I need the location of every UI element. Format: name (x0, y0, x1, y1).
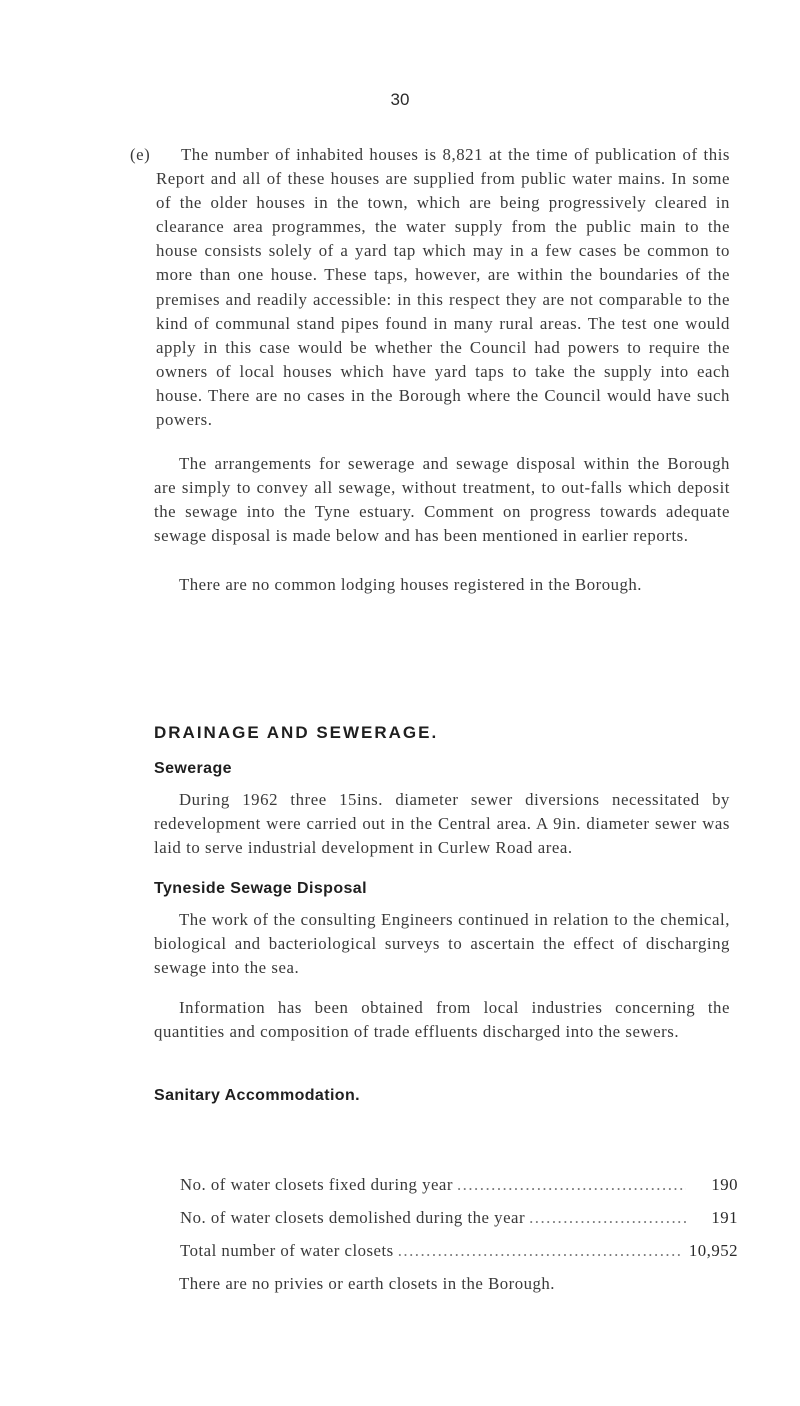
page-number: 30 (390, 90, 410, 109)
heading-drainage-and-sewerage: DRAINAGE AND SEWERAGE. (154, 723, 439, 742)
paragraph-water-supply (130, 143, 730, 432)
paragraph-tyneside-surveys: The work of the consulting Engineers continued in relation to the chemical, biological and bacteriological surveys to ascertain the effect of discharging sewage into the sea. (154, 910, 730, 978)
stat-row-total (180, 1241, 738, 1274)
stat-label: No. of water closets demolished during the year (180, 1208, 526, 1227)
stat-label: Total number of water closets (180, 1241, 394, 1260)
paragraph-sewerage-arrangements: The arrangements for sewerage and sewage disposal within the Borough are simply to convey all sewage, without treatment, to out-falls which deposit the sewage into the Tyne estuary. Comment on progress towards adequate sewage disposal is made below and has been mentioned in earlier reports. (154, 454, 730, 546)
stat-row-fixed (180, 1175, 738, 1208)
heading-tyneside-sewage-disposal: Tyneside Sewage Disposal (154, 880, 367, 897)
paragraph-trade-effluents: Information has been obtained from local industries concerning the quantities and composition of trade effluents discharged into the sewers. (154, 998, 730, 1042)
sanitary-statistics (180, 1175, 738, 1274)
stat-row-demolished (180, 1208, 738, 1241)
paragraph-lodging-houses: There are no common lodging houses registered in the Borough. (179, 575, 642, 594)
heading-sanitary-accommodation: Sanitary Accommodation. (154, 1087, 360, 1104)
dot-leader (529, 1208, 686, 1228)
stat-value: 10,952 (688, 1241, 738, 1260)
paragraph-marker: (e) (130, 145, 151, 164)
paragraph-water-supply-text: The number of inhabited houses is 8,821 at the time of publication of this Report and all of these houses are supplied from public water mains. In some of the older houses in the town, which are being progressively cleared in clearance area programmes, the water supply from the public main to the house consists solely of a yard tap which may in a few cases be common to more than one house. These taps, however, are within the boundaries of the premises and readily accessible: in this respect they are not comparable to the kind of communal stand pipes found in many rural areas. The test one would apply in this case would be whether the Council had powers to require the owners of local houses which have yard taps to take the supply into each house. There are no cases in the Borough where the Council would have such powers. (156, 145, 730, 430)
dot-leader (398, 1241, 683, 1261)
stat-value: 191 (711, 1208, 738, 1227)
paragraph-privies: There are no privies or earth closets in the Borough. (179, 1274, 555, 1293)
heading-sewerage: Sewerage (154, 760, 232, 777)
stat-value: 190 (711, 1175, 738, 1194)
paragraph-sewerage: During 1962 three 15ins. diameter sewer diversions necessitated by redevelopment were carried out in the Central area. A 9in. diameter sewer was laid to serve industrial development in Curlew Road area. (154, 790, 730, 858)
dot-leader (457, 1175, 686, 1195)
stat-label: No. of water closets fixed during year (180, 1175, 453, 1194)
